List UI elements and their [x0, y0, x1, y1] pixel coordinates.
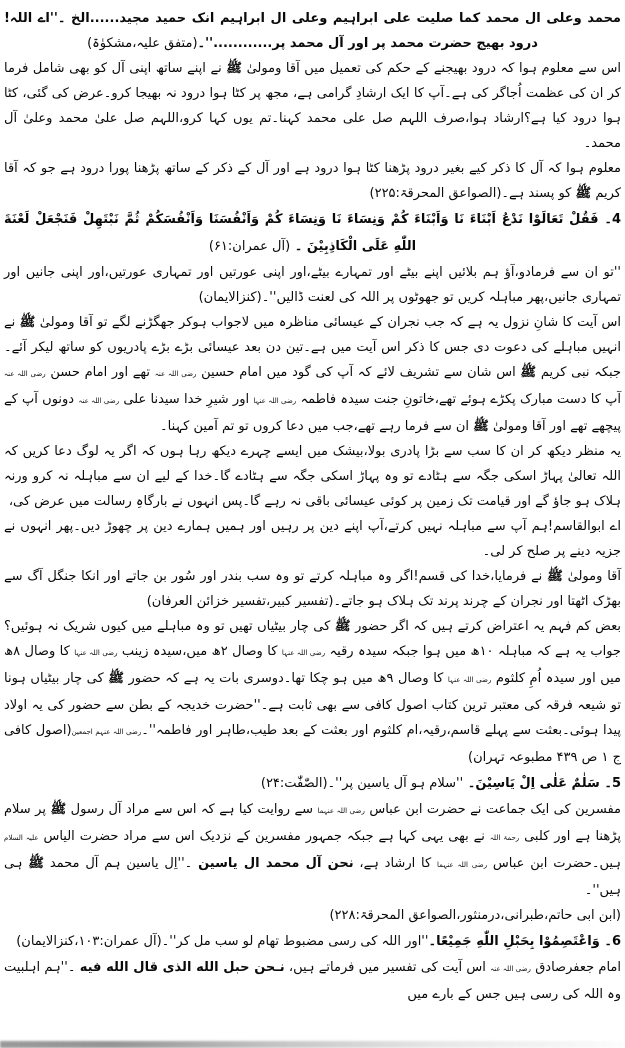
verse-salam-yasin: [4, 770, 621, 797]
text-segment: (متفق علیہ،مشکوٰۃ): [87, 36, 198, 51]
commentary-complete-durood: [4, 156, 621, 206]
text-segment: کی چار بیٹیاں ہونا تو شیعہ فرقہ کی معتبر ترین کتاب اصول کافی سے بھی ثابت ہے۔''حضرت خدیجہ کے بطن سے حضور کی یہ اولاد پیدا ہوئی۔بعثت سے پہلے قاسم،رقیہ،ام کلثوم اور بعثت کے بعد طیب،طاہر اور فاطمہ''۔: [4, 671, 621, 738]
sallallahu-alaihi-wasallam-mark: ﷺ: [334, 619, 351, 634]
text-segment: آقا ومولیٰ: [562, 569, 621, 584]
hadith-durood-continuation: [4, 6, 621, 56]
verse-habl-allah: [4, 928, 621, 955]
sallallahu-alaihi-wasallam-mark: ﷺ: [226, 61, 243, 76]
text-segment: نے فرمایا،خدا کی قسم!اگر وہ مباہلہ کرتے تو وہ سب بندر اور سُور بن جاتے اور انکا جنگل آگ سے بھڑک اٹھتا اور نجران کے چرند پرند تک ہلاک ہو جاتے۔(تفسیر کبیر،تفسیر خزائن العرفان): [4, 569, 621, 609]
text-segment: پر سلام پڑھنا ہے اور کلبی: [4, 802, 621, 844]
text-segment: نے اپنے ساتھ اپنی آل کو بھی شامل فرما کر ان کی عظمت اُجاگر کی ہے۔آپ کا ایک ارشادِ گرامی ہے، مجھ پر کٹا ہوا درود نہ بھیجا کرو۔عرض کی گئی، کٹا ہوا درود کیا ہے؟ارشاد ہوا،صرف اللہم صل علی محمد کہنا۔تم یوں کہا کرو،اللہم صل علیٰ محمد وعلیٰ آل محمد۔: [4, 61, 621, 151]
text-segment: رضی اللہ عنہما: [317, 807, 365, 815]
text-segment: ''سلام ہو آل یاسین پر''۔(الصّٰفّٰت:۲۴): [260, 776, 464, 791]
sallallahu-alaihi-wasallam-mark: ﷺ: [19, 315, 36, 330]
text-segment: 4۔ فَقُلْ تَعَالَوْا نَدْعُ اَبْنَاءَ نَا وَاَبْنَاءَ کُمْ وَنِسَاءَ نَا وَنِسَاءَ کُمْ وَاَنْفُسَنَا وَاَنْفُسَکُمْ ثُمَّ نَبْتَهِلْ فَنَجْعَلْ لَعْنَةَ اللّٰهِ عَلَی الْکَاذِبِیْنَ ۔: [4, 212, 621, 254]
text-segment: سے روایت کیا ہے کہ اس سے مراد آل رسول: [66, 802, 318, 817]
text-segment: اے ابوالقاسم!ہم آپ سے مباہلہ نہیں کرتے،آپ اپنے دین پر رہیں اور ہمیں ہمارے دین پر چھوڑ دیں۔پھر انہوں نے جزیہ دینے پر صلح کر لی۔: [4, 519, 621, 559]
text-segment: رضی اللہ عنہ: [490, 965, 531, 973]
tafsir-jafar-sadiq: [4, 955, 621, 1007]
reference-yasin: [4, 903, 621, 928]
text-segment: رحمۃ اللہ: [489, 834, 520, 842]
text-segment: 5۔ سَلٰمٌ عَلٰی اِلْ یَاسِیْنَ۔: [463, 776, 621, 791]
text-segment: کا وصال ۸ھ میں اور سیدہ اُمِ کلثوم: [4, 644, 621, 686]
text-segment: آپ کا دست مبارک پکڑے ہوئے تھے،خاتونِ جنت سیدہ فاطمہ: [296, 392, 621, 407]
text-segment: کا ارشاد ہے،: [353, 856, 438, 871]
text-segment: ''اور اللہ کی رسی مضبوط تھام لو سب مل کر''۔(آل عمران:۱۰۳،کنزالایمان): [16, 934, 429, 949]
text-segment: کی چار بیٹیاں تھیں تو وہ مباہلے میں کیوں شریک نہ ہوئیں؟جواب یہ ہے کہ مباہلہ ۱۰ھ میں ہوا جبکہ سیدہ رقیہ: [4, 619, 621, 659]
text-segment: رضی اللہ عنہا: [74, 649, 118, 657]
scan-artifact-bottom-edge: [0, 1041, 625, 1048]
text-segment: ہیں۔حضرت ابن عباس: [487, 856, 621, 871]
christians-request: [4, 514, 621, 564]
text-segment: نحن آل محمد ال یاسین: [198, 856, 354, 871]
shan-e-nuzul-mubahala: [4, 310, 621, 439]
text-segment: ۔''اِل یاسین ہم آل محمد: [44, 856, 199, 871]
sallallahu-alaihi-wasallam-mark: ﷺ: [520, 365, 537, 380]
text-segment: رضی اللہ عنہا: [281, 649, 326, 657]
text-segment: 6۔ وَاعْتَصِمُوْا بِحَبْلِ اللّٰهِ جَمِیْعًا۔: [428, 934, 621, 949]
text-segment: رضی اللہ عنہ: [4, 370, 46, 378]
text-segment: اس آیت کا شانِ نزول یہ ہے کہ جب نجران کے عیسائی مناظرہ میں لاجواب ہوکر جھگڑنے لگے تو آقا ومولیٰ: [35, 315, 621, 330]
text-segment: رضی اللہ عنہا: [253, 397, 297, 405]
translation-mubahala: [4, 260, 621, 310]
text-segment: (اصول کافی ج ۱ ص ۴۳۹ مطبوعہ تہران): [4, 723, 621, 765]
sallallahu-alaihi-wasallam-mark: ﷺ: [50, 802, 67, 817]
sallallahu-alaihi-wasallam-mark: ﷺ: [108, 671, 124, 686]
text-segment: یہ منظر دیکھ کر ان کا سب سے بڑا پادری بولا،بیشک میں ایسے چہرے دیکھ رہا ہوں کہ اگر یہ لوگ دعا کریں کہ اللہ تعالیٰ پہاڑ اسکی جگہ سے ہٹادے تو وہ پہاڑ اسکی جگہ سے ہٹادے گا۔خدا کے لیے ان سے مباہلہ نہ کرو ورنہ ہلاک ہو جاؤ گے اور قیامت تک زمین پر کوئی عیسائی باقی نہ رہے گا۔پس انہوں نے بارگاہِ رسالت میں عرض کی،: [4, 444, 621, 509]
text-segment: معلوم ہوا کہ آل کا ذکر کیے بغیر درود پڑھنا کٹا ہوا درود ہے اور آل کے ذکر کے ساتھ پڑھنا پورا درود ہے جو کہ آقا کریم: [4, 161, 621, 201]
text-segment: امام جعفرصادق: [530, 960, 621, 975]
text-segment: نـحن حبل الله الذی قال الله فیه: [79, 960, 285, 975]
text-segment: نے انہیں مباہلے کی دعوت دی جس کا ذکر اس آیت میں ہے۔تین دن بعد عیسائی بڑے بڑے پادریوں کو ساتھ لیکر آئے۔جبکہ نبی کریم: [4, 315, 622, 380]
text-segment: بعض کم فہم یہ اعتراض کرتے ہیں کہ اگر حضور: [350, 619, 621, 634]
text-segment: ان سے فرما رہے تھے،جب میں دعا کروں تو تم آمین کہنا۔: [160, 419, 474, 434]
padri-statement: [4, 439, 621, 514]
text-segment: محمد وعلی ال محمد کما صلیت علی ابراہیم وعلی ال ابراہیم انک حمید مجید......الخ ۔''اے اللہ!درود بھیج حضرت محمد پر اور آل محمد پر............''۔: [4, 11, 621, 51]
text-segment: نے بھی یہی کہا ہے جبکہ جمہور مفسرین کے نزدیک اس سے مراد حضرت الیاس: [38, 829, 490, 844]
text-segment: اور شیرِ خدا سیدنا علی: [119, 392, 254, 407]
text-segment: ہی ہیں''۔: [4, 856, 621, 898]
text-segment: اس آیت کی تفسیر میں فرماتے ہیں،: [284, 960, 491, 975]
text-segment: کا وصال ۹ھ میں ہو چکا تھا۔دوسری بات یہ ہے کہ حضور: [123, 671, 448, 686]
commentary-durood-aal: [4, 56, 621, 156]
prophet-statement-najran: [4, 564, 621, 614]
text-segment: رضی اللہ عنہا: [447, 676, 492, 684]
text-segment: مفسرین کی ایک جماعت نے حضرت ابن عباس: [364, 802, 621, 817]
text-segment: رضی اللہ عنہ: [154, 370, 197, 378]
commentary-aal-yasin: [4, 797, 621, 903]
text-segment: اس شان سے تشریف لائے کہ آپ کی گود میں امام حسین: [196, 365, 521, 380]
sallallahu-alaihi-wasallam-mark: ﷺ: [547, 569, 563, 584]
text-segment: (ابن ابی حاتم،طبرانی،درمنثور،الصواعق المحرقۃ:۲۲۸): [329, 908, 621, 923]
text-segment: (آل عمران:۶۱): [208, 239, 291, 254]
text-segment: کا وصال ۲ھ میں،سیدہ زینب: [117, 644, 282, 659]
text-segment: دونوں آپ کے پیچھے تھے اور آقا ومولیٰ: [4, 392, 621, 434]
verse-mubahala: [4, 206, 621, 260]
text-segment: تھے اور امام حسن: [45, 365, 155, 380]
sallallahu-alaihi-wasallam-mark: ﷺ: [473, 419, 489, 434]
text-segment: رضی اللہ عنہما: [437, 861, 488, 869]
objection-and-answer-daughters: [4, 614, 621, 770]
text-segment: اس سے معلوم ہوا کہ درود بھیجنے کے حکم کی تعمیل میں آقا ومولیٰ: [242, 61, 621, 76]
text-segment: کو پسند ہے۔(الصواعق المحرقۃ:۲۲۵): [369, 186, 576, 201]
sallallahu-alaihi-wasallam-mark: ﷺ: [28, 856, 44, 871]
text-segment: ''تو ان سے فرمادو،آؤ ہم بلائیں اپنے بیٹے اور تمہارے بیٹے،اور اپنی عورتیں اور تمہاری عورتیں،اور اپنی جانیں اور تمہاری جانیں،پھر مباہلہ کریں تو جھوٹوں پر اللہ کی لعنت ڈالیں''۔(کنزالایمان): [4, 265, 621, 305]
sallallahu-alaihi-wasallam-mark: ﷺ: [575, 186, 592, 201]
text-segment: علیہ السلام: [4, 834, 39, 842]
text-segment: رضی اللہ عنہ: [78, 397, 120, 405]
text-segment: ۔''ہم اہلبیت وہ اللہ کی رسی ہیں جس کے بارے میں: [4, 960, 621, 1002]
text-segment: رضی اللہ عنہم اجمعین: [71, 728, 142, 736]
